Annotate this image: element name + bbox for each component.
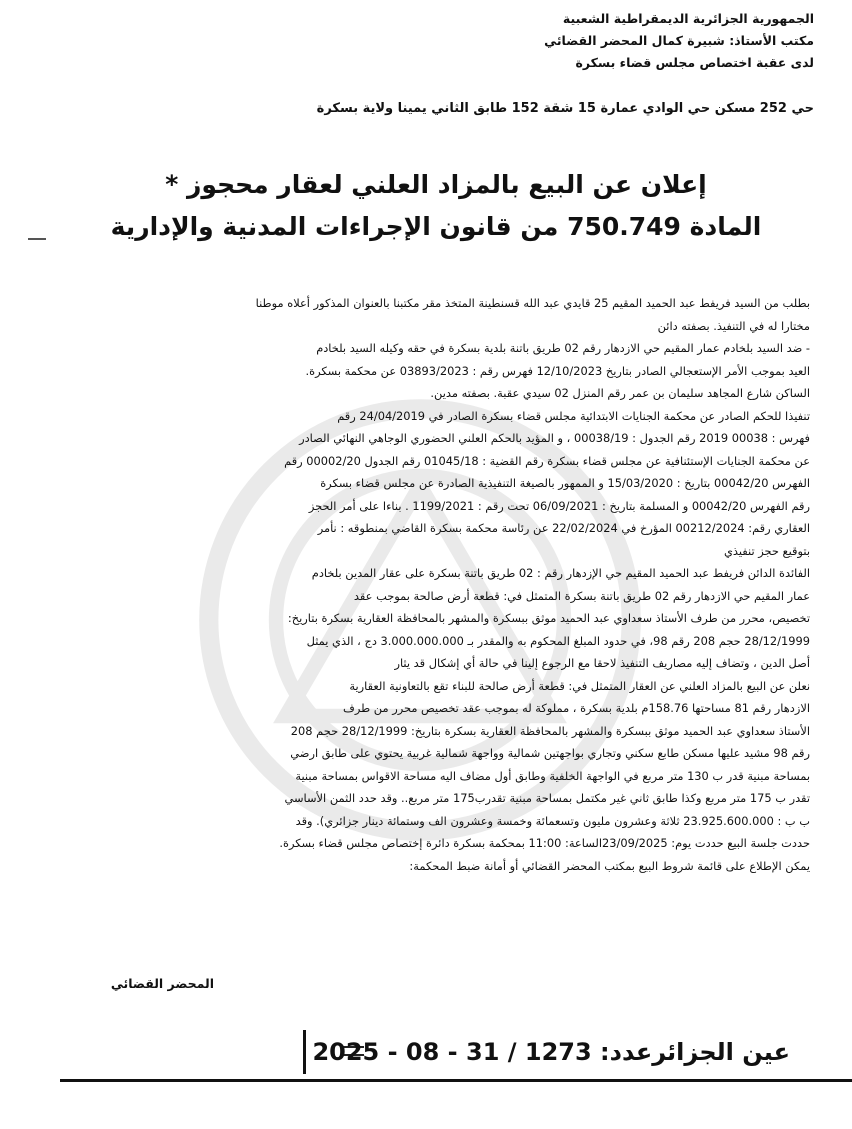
body-line: الأستاذ سعداوي عبد الحميد موثق ببسكرة والمشهر بالمحافظة العقارية بسكرة بتاريخ: 28/12/1999 حجم 208: [290, 723, 810, 738]
notice-title: [60, 165, 812, 249]
body-line: - ضد السيد بلخادم عمار المقيم حي الازدهار رقم 02 طريق باتنة بلدية بسكرة في حقه وكيله السيد بلخادم: [316, 341, 810, 355]
body-line: رقم 98 مشيد عليها مسكن طابع سكني وتجاري بواجهتين شمالية وواجهة شمالية غربية يحتوي على طابق ارضي: [290, 746, 810, 760]
body-line: الفائدة الدائن فريفط عبد الحميد المقيم حي الإزدهار رقم : 02 طريق باتنة بسكرة على عقار المدين بلخادم: [311, 566, 810, 580]
body-line: بطلب من السيد فريفط عبد الحميد المقيم 25 قايدي عبد الله قسنطينة المتخذ مقر مكتبنا بالعنوان المذكور أعلاه موطنا: [255, 296, 810, 310]
body-line: حددت جلسة البيع حددت يوم: 23/09/2025الساعة: 11:00 بمحكمة بسكرة دائرة إختصاص مجلس قضاء بسكرة.: [279, 836, 810, 850]
body-line: عن محكمة الجنايات الإستئنافية عن مجلس قضاء بسكرة رقم القضية : 01045/18 رقم الجدول 00002/20 رقم: [284, 453, 810, 468]
bailiff-signature: المحضر القضائي: [110, 976, 214, 991]
body-line: العقاري رقم: 00212/2024 المؤرخ في 22/02/2024 عن رئاسة محكمة بسكرة القاضي بمنطوقه : نأمر: [317, 521, 810, 535]
body-line: تقدر ب 175 متر مربع وكذا طابق ثاني غير مكتمل بمساحة مبنية تقدرب175 متر مربع.. وقد حدد الثمن الأساسي: [284, 791, 810, 805]
body-line: يمكن الإطلاع على قائمة شروط البيع بمكتب المحضر القضائي أو أمانة ضبط المحكمة:: [409, 858, 810, 873]
body-line: مختارا له في التنفيذ. بصفته دائن: [657, 318, 810, 333]
body-line: الفهرس 00042/20 بتاريخ : 15/03/2020 و الممهور بالصيغة التنفيذية الصادرة عن مجلس قضاء بسكرة: [320, 476, 810, 490]
body-line: بمساحة مبنية قدر ب 130 متر مربع في الواجهة الخلفية وطابق أول مضاف اليه مساحة الاقواس بمساحة مبنية: [295, 768, 810, 783]
notice-body: [105, 292, 810, 877]
body-line: الساكن شارع المجاهد سليمان بن عمر رقم المنزل 02 سيدي عقبة. بصفته مدين.: [430, 386, 810, 400]
body-line: 28/12/1999 حجم 208 رقم 98، في حدود المبلغ المحكوم به والمقدر بـ 3.000.000.000 دج ، الذي يمثل: [306, 633, 810, 648]
header-office: مكتب الأستاذ: شبيرة كمال المحضر القضائي: [544, 33, 814, 48]
body-line: بتوقيع حجز تنفيذي: [723, 543, 810, 558]
body-line: فهرس : 00038 2019 رقم الجدول : 00038/19 ، و المؤيد بالحكم العلني الحضوري الوجاهي النهائي الصادر: [299, 431, 810, 445]
header-jurisdiction: لدى عقبة اختصاص مجلس قضاء بسكرة: [575, 55, 814, 70]
body-line: تنفيذا للحكم الصادر عن محكمة الجنايات الابتدائية مجلس قضاء بسكرة الصادر في 24/04/2019 رقم: [337, 408, 810, 423]
body-line: نعلن عن البيع بالمزاد العلني عن العقار المتمثل في: قطعة أرض صالحة للبناء تقع بالتعاونية العقارية: [349, 678, 810, 693]
bottom-rule: [60, 1079, 852, 1082]
title-line-1: إعلان عن البيع بالمزاد العلني لعقار محجوز *: [165, 170, 707, 199]
body-line: تخصيص، محرر من طرف الأستاذ سعداوي عبد الحميد موثق ببسكرة والمشهر بالمحافظة العقارية بسكرة بتاريخ:: [287, 611, 810, 625]
margin-mark: [28, 238, 46, 240]
body-line: أصل الدين ، وتضاف إليه مصاريف التنفيذ لاحقا مع الرجوع إلينا في حالة أي إشكال قد يثار: [394, 656, 810, 670]
office-address: حي 252 مسكن حي الوادي عمارة 15 شقة 152 طابق الثاني يمينا ولاية بسكرة: [316, 101, 814, 116]
body-line: عمار المقيم حي الازدهار رقم 02 طريق باتنة بسكرة المتمثل في: قطعة أرض صالحة بموجب عقد: [353, 588, 810, 603]
header-block: [34, 8, 814, 74]
title-line-2: المادة 750.749 من قانون الإجراءات المدنية والإدارية: [110, 212, 762, 241]
body-line: الازدهار رقم 81 مساحتها 158.76م بلدية بسكرة ، مملوكة له بموجب عقد تخصيص محرر من طرف: [343, 701, 810, 715]
publication-reference: عين الجزائرعدد: 1273 / 31 - 08 - 2025: [303, 1030, 790, 1074]
body-line: رقم الفهرس 00042/20 و المسلمة بتاريخ : 06/09/2021 تحت رقم : 1199/2021 . بناءا على أمر الحجز: [308, 498, 810, 513]
body-line: ب ب : 23.925.600.000 ثلاثة وعشرون مليون وتسعمائة وخمسة وعشرون الف وستمائة دينار جزائري). وقد: [295, 813, 810, 828]
body-line: العيد بموجب الأمر الإستعجالي الصادر بتاريخ 12/10/2023 فهرس رقم : 03893/2023 عن محكمة بسكرة.: [305, 363, 810, 378]
header-republic: الجمهورية الجزائرية الديمقراطية الشعبية: [562, 11, 814, 26]
